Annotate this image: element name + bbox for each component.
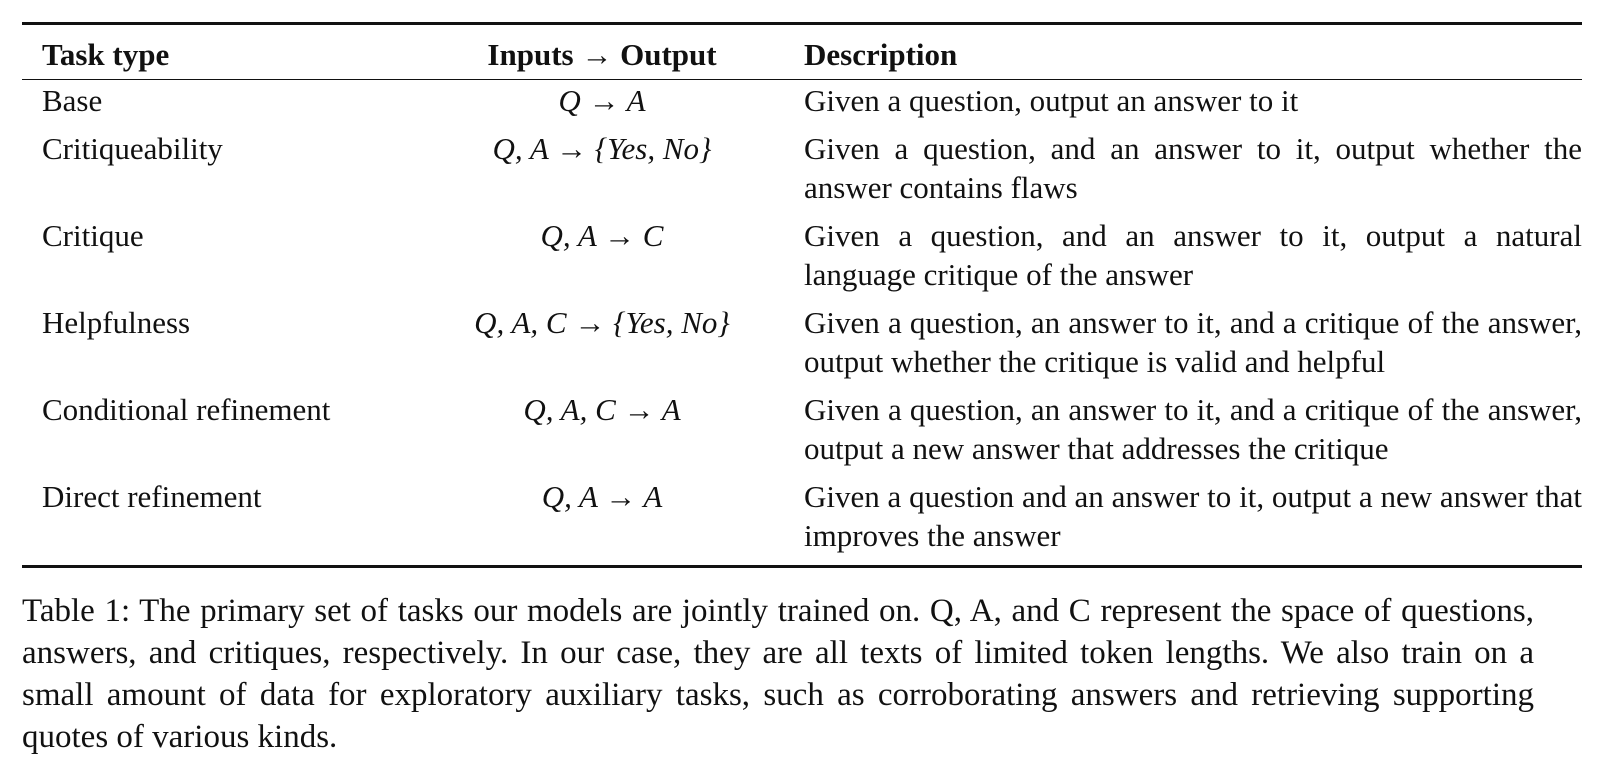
table-row: [22, 216, 1582, 303]
task-name: Base: [42, 83, 103, 118]
table-caption: Table 1: The primary set of tasks our models are jointly trained on. Q, A, and C represent the space of questions, answers, and critiques, respectively. In our case, they are all texts of limited token lengths. We also train on a small amount of data for exploratory auxiliary tasks, such as corroborating answers and retrieving supporting quotes of various kinds.: [22, 593, 1534, 755]
table-row: [22, 129, 1582, 216]
task-name: Helpfulness: [42, 305, 191, 340]
task-name: Critique: [42, 218, 144, 253]
task-description: Given a question, an answer to it, and a critique of the answer, output whether the critique is valid and helpful: [804, 305, 1582, 379]
table-row: [22, 390, 1582, 477]
task-io: Q, A → C: [540, 218, 664, 253]
table-row: [22, 477, 1582, 567]
tasks-table-container: [22, 22, 1582, 568]
header-task-type: Task type: [42, 37, 170, 72]
table-header-row: [22, 24, 1582, 80]
task-description: Given a question, and an answer to it, output a natural language critique of the answer: [804, 218, 1582, 292]
table-row: [22, 303, 1582, 390]
header-description: Description: [804, 37, 958, 72]
task-description: Given a question, an answer to it, and a critique of the answer, output a new answer that addresses the critique: [804, 392, 1582, 466]
table-row: [22, 80, 1582, 130]
task-description: Given a question, output an answer to it: [804, 83, 1299, 118]
task-io: Q, A, C → A: [523, 392, 681, 427]
task-name: Direct refinement: [42, 479, 262, 514]
task-io: Q, A → {Yes, No}: [492, 131, 712, 166]
task-name: Conditional refinement: [42, 392, 331, 427]
task-description: Given a question and an answer to it, output a new answer that improves the answer: [804, 479, 1582, 553]
task-io: Q → A: [558, 83, 646, 118]
task-io: Q, A, C → {Yes, No}: [474, 305, 730, 340]
tasks-table: [22, 22, 1582, 568]
task-name: Critiqueability: [42, 131, 223, 166]
task-io: Q, A → A: [541, 479, 663, 514]
header-inputs-output: Inputs → Output: [487, 37, 717, 72]
task-description: Given a question, and an answer to it, output whether the answer contains flaws: [804, 131, 1582, 205]
